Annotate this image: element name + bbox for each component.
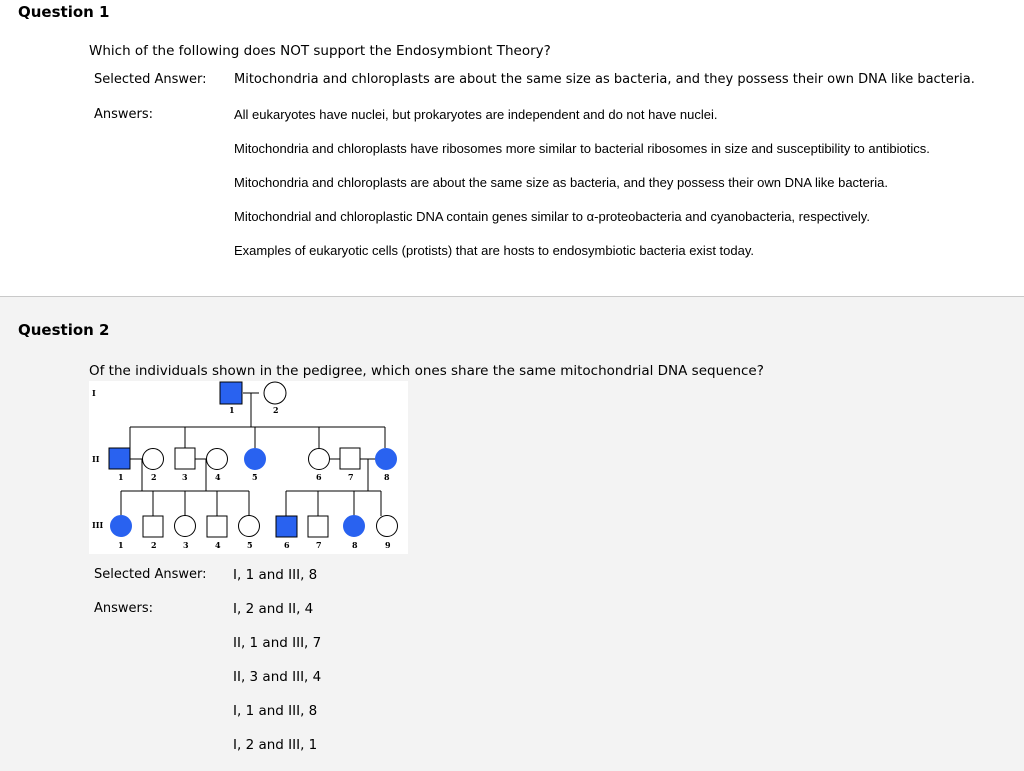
individual-number: 3 [183,540,189,550]
individual-number: 6 [316,472,322,482]
answer-option: Mitochondria and chloroplasts are about the same size as bacteria, and they possess their own DNA like bacteria. [234,175,888,190]
selected-answer-label: Selected Answer: [94,567,207,582]
individual-number: 7 [316,540,322,550]
individual-number: 1 [229,405,235,415]
generation-label: I [92,388,96,398]
individual-number: 8 [384,472,390,482]
individual-number: 2 [151,540,157,550]
question-2-title: Question 2 [18,321,110,339]
answer-option: All eukaryotes have nuclei, but prokaryotes are independent and do not have nuclei. [234,107,718,122]
pedigree-female [143,449,164,470]
individual-number: 4 [215,540,221,550]
individual-number: 4 [215,472,221,482]
answer-option: II, 3 and III, 4 [233,669,322,685]
pedigree-female-affected [245,449,266,470]
individual-number: 1 [118,540,124,550]
answer-option: Mitochondria and chloroplasts have ribosomes more similar to bacterial ribosomes in size and susceptibility to antibiotics. [234,141,930,156]
individual-number: 3 [182,472,188,482]
pedigree-male-affected [276,516,297,537]
individual-number: 6 [284,540,290,550]
pedigree-female [377,516,398,537]
individual-number: 2 [151,472,157,482]
individual-number: 9 [385,540,391,550]
selected-answer-label: Selected Answer: [94,72,207,87]
pedigree-male-affected [109,448,130,469]
generation-label: II [92,454,100,464]
pedigree-female [309,449,330,470]
pedigree-svg [89,381,408,554]
question-1-text: Which of the following does NOT support the Endosymbiont Theory? [89,43,551,59]
selected-answer: I, 1 and III, 8 [233,567,318,583]
individual-number: 1 [118,472,124,482]
selected-answer: Mitochondria and chloroplasts are about the same size as bacteria, and they possess their own DNA like bacteria. [234,72,975,87]
generation-label: III [92,520,104,530]
pedigree-chart [89,381,408,554]
answer-option: II, 1 and III, 7 [233,635,322,651]
individual-number: 7 [348,472,354,482]
question-1-title: Question 1 [18,3,110,21]
pedigree-female [175,516,196,537]
individual-number: 5 [247,540,253,550]
pedigree-female-affected [344,516,365,537]
pedigree-female [264,382,286,404]
pedigree-male [340,448,360,469]
answer-option: Mitochondrial and chloroplastic DNA contain genes similar to α-proteobacteria and cyanobacteria, respectively. [234,209,870,224]
answer-option: I, 2 and II, 4 [233,601,314,617]
individual-number: 5 [252,472,258,482]
pedigree-female [239,516,260,537]
question-2-text: Of the individuals shown in the pedigree, which ones share the same mitochondrial DNA sequence? [89,363,764,379]
pedigree-female [207,449,228,470]
answers-label: Answers: [94,107,154,122]
pedigree-male [308,516,328,537]
individual-number: 2 [273,405,279,415]
individual-number: 8 [352,540,358,550]
pedigree-female-affected [376,449,397,470]
pedigree-male [207,516,227,537]
answers-label: Answers: [94,601,154,616]
answer-option: Examples of eukaryotic cells (protists) that are hosts to endosymbiotic bacteria exist today. [234,243,754,258]
pedigree-female-affected [111,516,132,537]
answer-option: I, 2 and III, 1 [233,737,318,753]
pedigree-male [143,516,163,537]
question-1-section [0,0,1024,296]
pedigree-male [175,448,195,469]
pedigree-male-affected [220,382,242,404]
answer-option: I, 1 and III, 8 [233,703,318,719]
